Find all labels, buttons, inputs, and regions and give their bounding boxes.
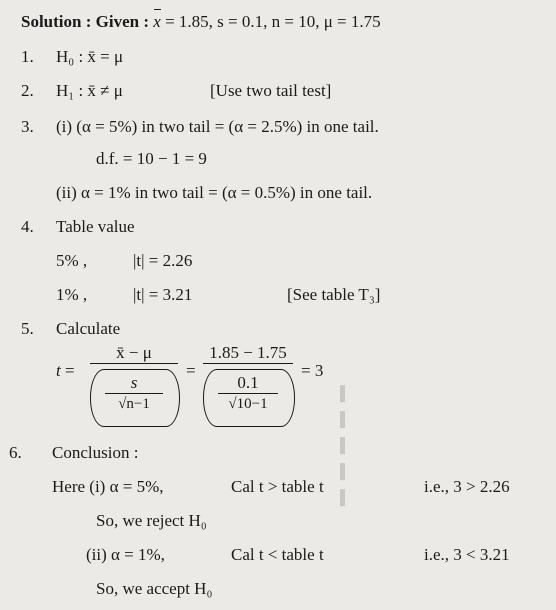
table-row-5-value: |t| = 2.26 [133,251,193,270]
degrees-of-freedom: d.f. = 10 − 1 = 9 [96,149,207,168]
step-5-number: 5. [21,319,34,338]
step-1-number: 1. [21,47,34,66]
case-ii-decision: So, we accept H₀ [96,579,213,598]
significance-5-line: (i) (α = 5%) in two tail = (α = 2.5%) in one tail. [56,117,379,136]
see-table-note: [See table T₃] [287,285,381,304]
formula-inner-numerator: s [130,373,138,392]
two-tail-note: [Use two tail test] [210,81,332,100]
solution-line [21,13,381,30]
formula-fraction [90,344,178,364]
solution-label: Solution [21,12,82,31]
case-ii-condition: (ii) α = 1%, [86,545,165,564]
case-i-decision: So, we reject H₀ [96,511,207,530]
t-statistic-lhs: t = [56,361,75,380]
table-value-title: Table value [56,217,135,236]
step-2-number: 2. [21,81,34,100]
alternate-hypothesis: H₁ : x̄ ≠ μ [56,81,123,100]
bleed-through-background: ▌ ▌ ▌ ▌ ▌ [340,385,350,505]
fraction-bar [90,363,178,364]
calculate-title: Calculate [56,319,121,338]
significance-1-line: (ii) α = 1% in two tail = (α = 0.5%) in one tail. [56,183,373,202]
given-values: = 1.85, s = 0.1, n = 10, μ = 1.75 [165,12,381,31]
table-row-5-level: 5% , [56,251,88,270]
x-bar-symbol: x [153,12,161,31]
conclusion-title: Conclusion : [52,443,139,462]
step-6-number: 6. [9,443,22,462]
null-hypothesis: H₀ : x̄ = μ [56,47,124,66]
substituted-fraction [203,344,293,364]
substituted-fraction-bar [203,363,293,364]
substituted-inner-fraction [218,374,278,412]
case-ii-values: i.e., 3 < 3.21 [424,545,510,564]
case-i-values: i.e., 3 > 2.26 [424,477,510,496]
case-i-condition: Here (i) α = 5%, [52,477,164,496]
step-3-number: 3. [21,117,34,136]
substituted-numerator: 1.85 − 1.75 [209,343,287,362]
table-row-1-value: |t| = 3.21 [133,285,193,304]
case-i-comparison: Cal t > table t [231,477,324,496]
substituted-inner-numerator: 0.1 [237,373,259,392]
formula-inner-fraction [105,374,163,412]
step-4-number: 4. [21,217,34,236]
substituted-inner-denominator: √10−1 [228,396,268,412]
equals-sign: = [186,361,196,380]
formula-inner-denominator: √n−1 [118,396,150,412]
given-label: : Given : [85,12,150,31]
formula-numerator: x̄ − μ [116,343,152,362]
t-result: = 3 [301,361,324,380]
table-row-1-level: 1% , [56,285,88,304]
case-ii-comparison: Cal t < table t [231,545,324,564]
